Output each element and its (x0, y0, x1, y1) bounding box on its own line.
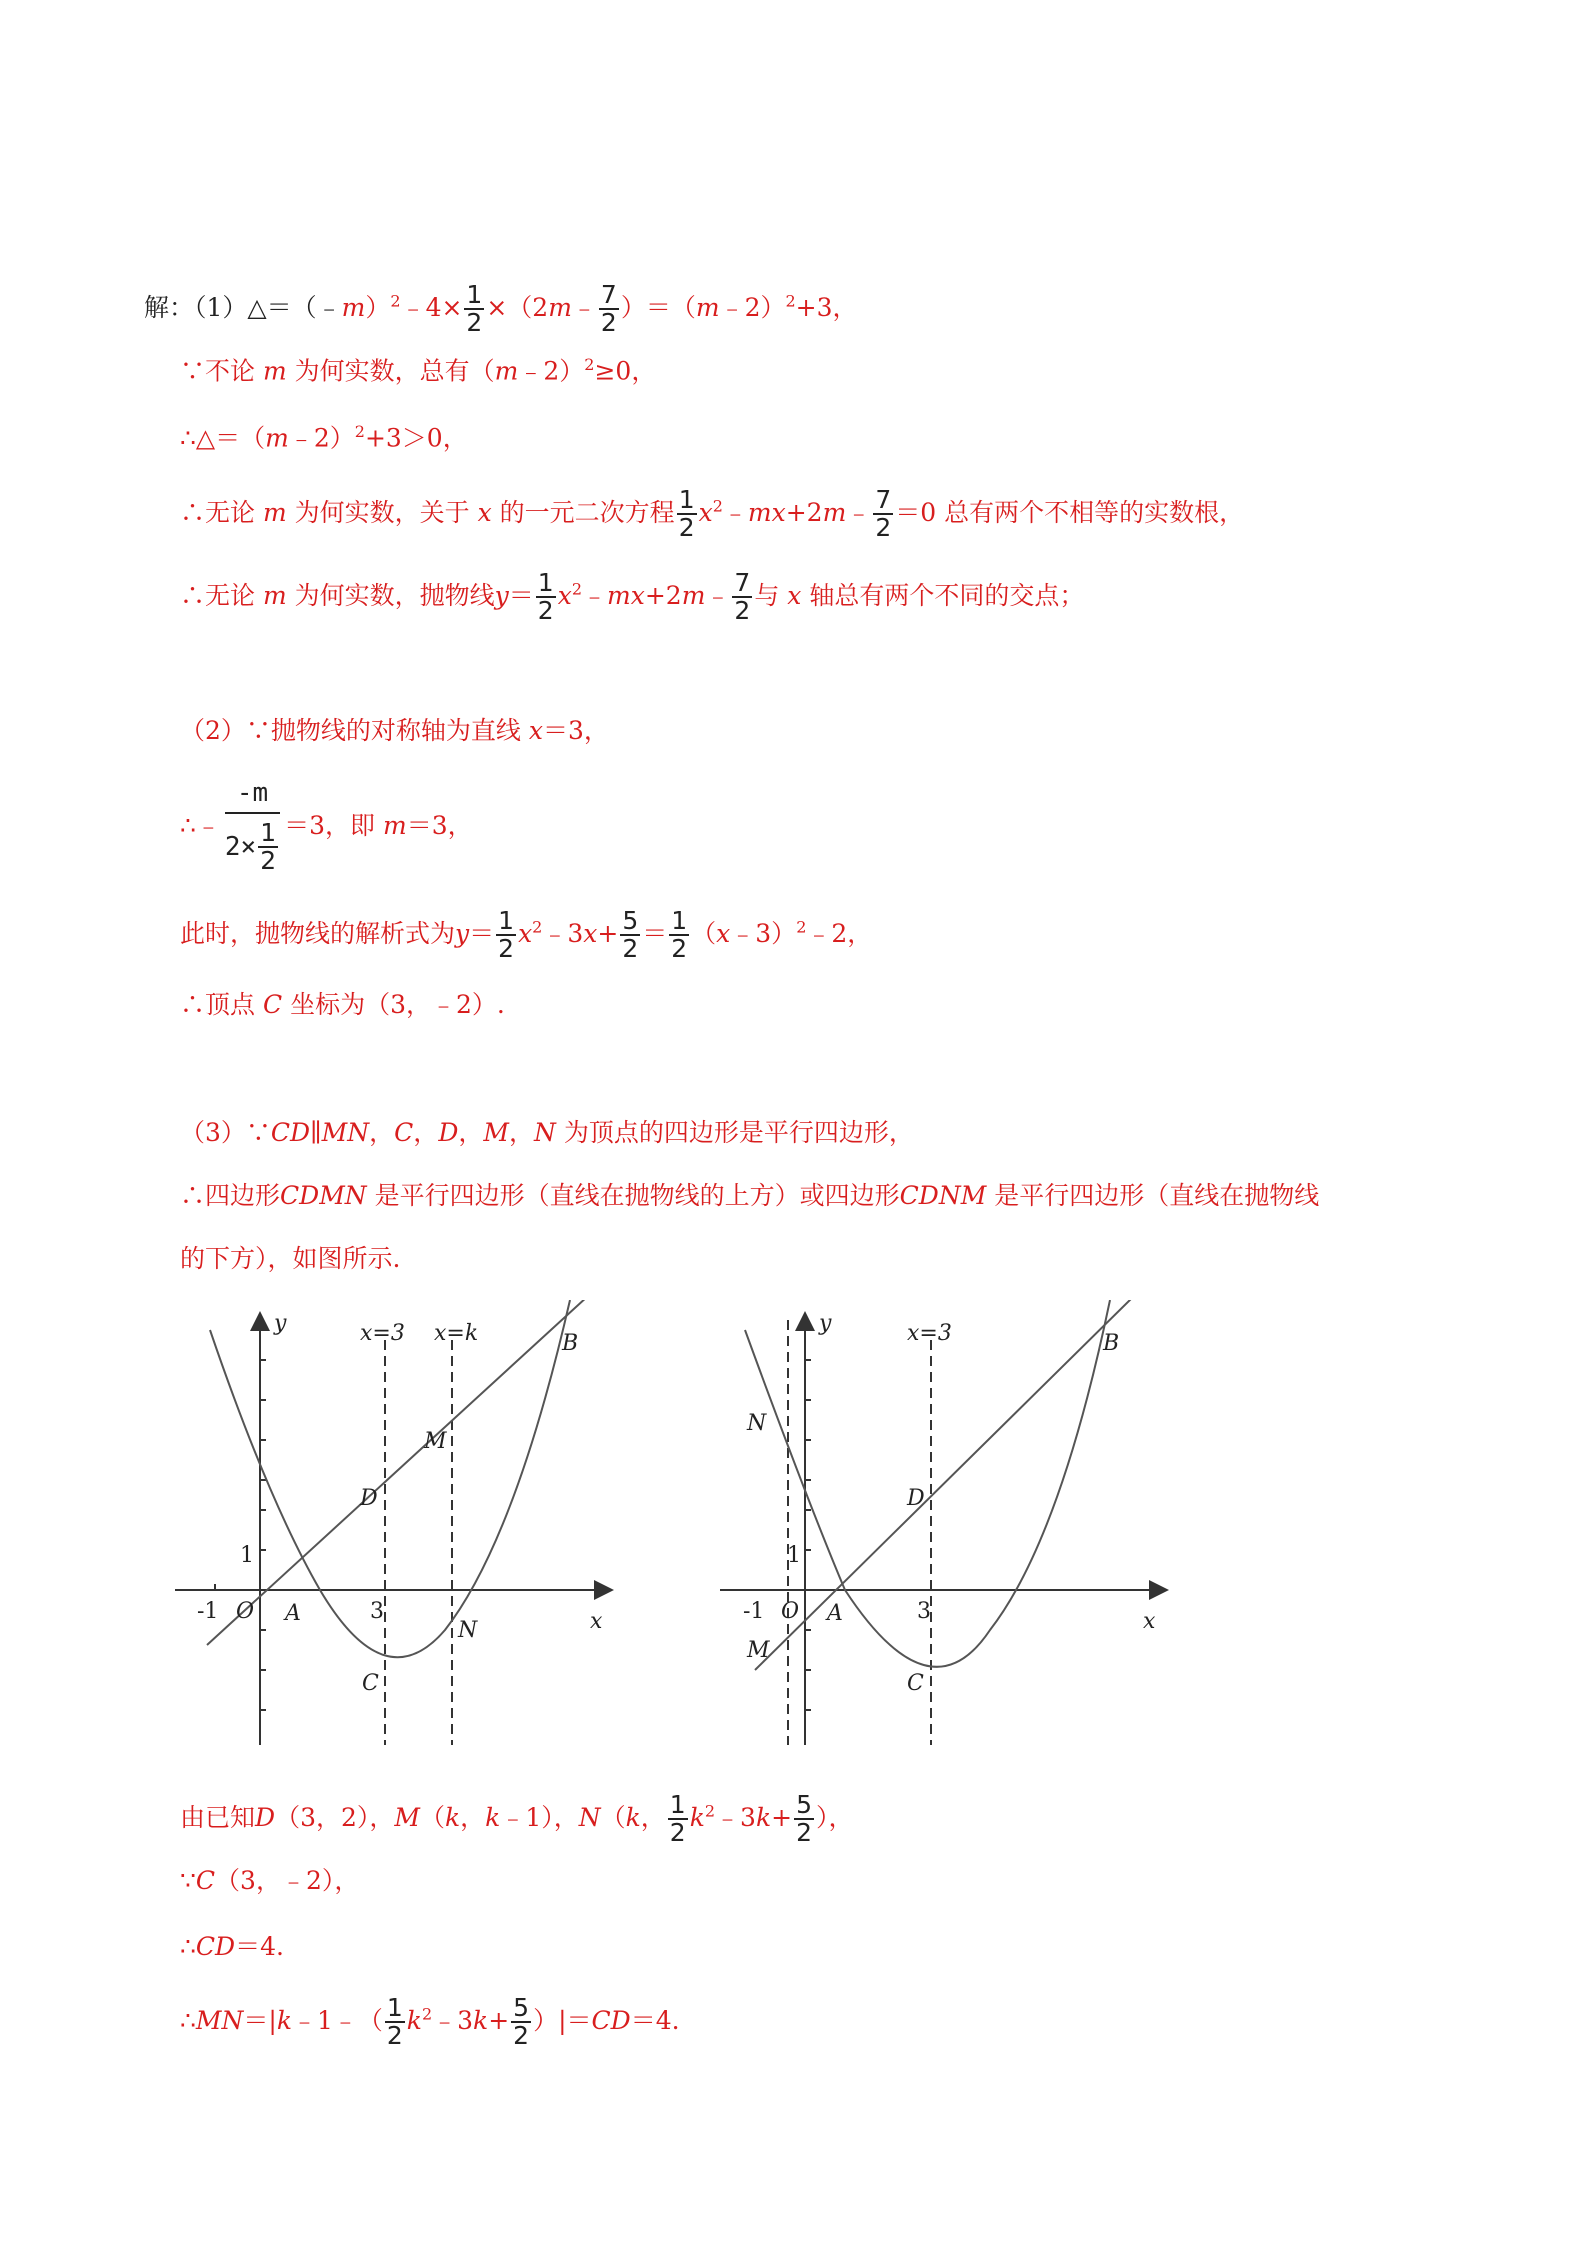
figure-right (715, 1300, 1175, 1750)
label-M: M (424, 1429, 447, 1454)
label-xk: x=k (434, 1321, 479, 1346)
label-C: C (907, 1671, 924, 1696)
label-D: D (360, 1486, 378, 1511)
label-C: C (362, 1671, 379, 1696)
p2-line3: 此时，抛物线的解析式为y＝ $\frac{1}{2}$ $x^2﹣3x+$ $\frac{5}{2}$ ＝ $\frac{1}{2}$ （x﹣3）$^2$﹣2， (180, 906, 873, 964)
label-D: D (907, 1486, 925, 1511)
label-1: 1 (240, 1543, 254, 1568)
p2-line1: （2）∵抛物线的对称轴为直线 x＝3， (180, 716, 609, 745)
p3-line6: ∴CD＝4. (180, 1932, 284, 1961)
fraction: $\frac{1}{2}$ (260, 818, 277, 876)
p3-line7: ∴MN＝|k﹣1﹣（ $\frac{1}{2}$ $k^2﹣3k+$ $\frac{5}{2}$ ）|＝CD＝4. (180, 1993, 680, 2051)
fraction: $\frac{1}{2}$ (537, 568, 554, 626)
label-A: A (827, 1601, 843, 1626)
p1-line3: ∴△＝（m﹣2）$^2$+3＞0， (180, 422, 468, 453)
fraction: $\frac{5}{2}$ (622, 906, 639, 964)
p2-line4: ∴顶点 C 坐标为（3，﹣2）. (180, 990, 505, 1019)
fraction: $\frac{1}{2}$ (669, 1790, 686, 1848)
fraction: $\frac{1}{2}$ (498, 906, 515, 964)
label-y: y (819, 1311, 832, 1336)
label-M: M (747, 1638, 770, 1663)
label-y: y (274, 1311, 287, 1336)
label-x3: x=3 (907, 1321, 952, 1346)
label-N: N (458, 1618, 478, 1643)
label-x: x (590, 1609, 603, 1634)
label-neg1: -1 (743, 1599, 765, 1624)
p1-line5: ∴无论 m 为何实数，抛物线y＝ $\frac{1}{2}$ $x^2﹣mx+2m﹣$ $\frac{7}{2}$ 与 x 轴总有两个不同的交点； (180, 568, 1085, 626)
fraction: $\frac{7}{2}$ (600, 280, 617, 338)
label-3: 3 (370, 1599, 384, 1624)
label-3: 3 (917, 1599, 931, 1624)
figure-left (170, 1300, 630, 1750)
label-O: O (236, 1599, 255, 1624)
label-x3: x=3 (360, 1321, 405, 1346)
label-O: O (781, 1599, 800, 1624)
p3-line2: ∴四边形CDMN 是平行四边形（直线在抛物线的上方）或四边形CDNM 是平行四边形（直线在抛物线 (180, 1181, 1320, 1210)
y-ticks (805, 1360, 931, 1710)
line-ab (755, 1300, 1135, 1670)
fraction: $\frac{5}{2}$ (513, 1993, 530, 2051)
p1-line2: ∵不论 m 为何实数，总有（m﹣2）$^2$≥0， (180, 355, 657, 386)
fraction: $\frac{7}{2}$ (734, 568, 751, 626)
p3-line5: ∵C（3，﹣2）， (180, 1866, 360, 1895)
label-neg1: -1 (197, 1599, 219, 1624)
fraction: $\frac{5}{2}$ (796, 1790, 812, 1848)
big-fraction: -m 2× $\frac{1}{2}$ (225, 780, 280, 875)
p3-line1: （3）∵CD∥MN，C，D，M，N 为顶点的四边形是平行四边形， (180, 1118, 914, 1147)
p1-line4: ∴无论 m 为何实数，关于 x 的一元二次方程 $\frac{1}{2}$ $x^2﹣mx+2m﹣$ $\frac{7}{2}$ ＝0 总有两个不相等的实数根， (180, 485, 1245, 543)
p3-line3: 的下方），如图所示. (180, 1244, 401, 1273)
label-N: N (747, 1411, 767, 1436)
fraction: $\frac{1}{2}$ (386, 1993, 403, 2051)
fraction: $\frac{1}{2}$ (466, 280, 483, 338)
label-x: x (1143, 1609, 1156, 1634)
label-B: B (1103, 1331, 1120, 1356)
label-A: A (285, 1601, 301, 1626)
label-1: 1 (787, 1543, 801, 1568)
fraction: $\frac{7}{2}$ (875, 485, 892, 543)
label-B: B (562, 1331, 579, 1356)
fraction: $\frac{1}{2}$ (678, 485, 695, 543)
p1-line1: 解：（1）△＝（﹣m）$^2$﹣4× $\frac{1}{2}$ ×（2m﹣ $\frac{7}{2}$ ）＝（m﹣2）$^2$+3， (144, 280, 858, 338)
fraction: $\frac{1}{2}$ (671, 906, 688, 964)
p3-line4: 由已知D（3，2），M（k，k﹣1），N（k， $\frac{1}{2}$ $k^2﹣3k+$ $\frac{5}{2}$ ）， (180, 1790, 854, 1848)
p2-line2: ∴﹣ -m 2× $\frac{1}{2}$ ＝3，即 m＝3， (180, 778, 473, 876)
